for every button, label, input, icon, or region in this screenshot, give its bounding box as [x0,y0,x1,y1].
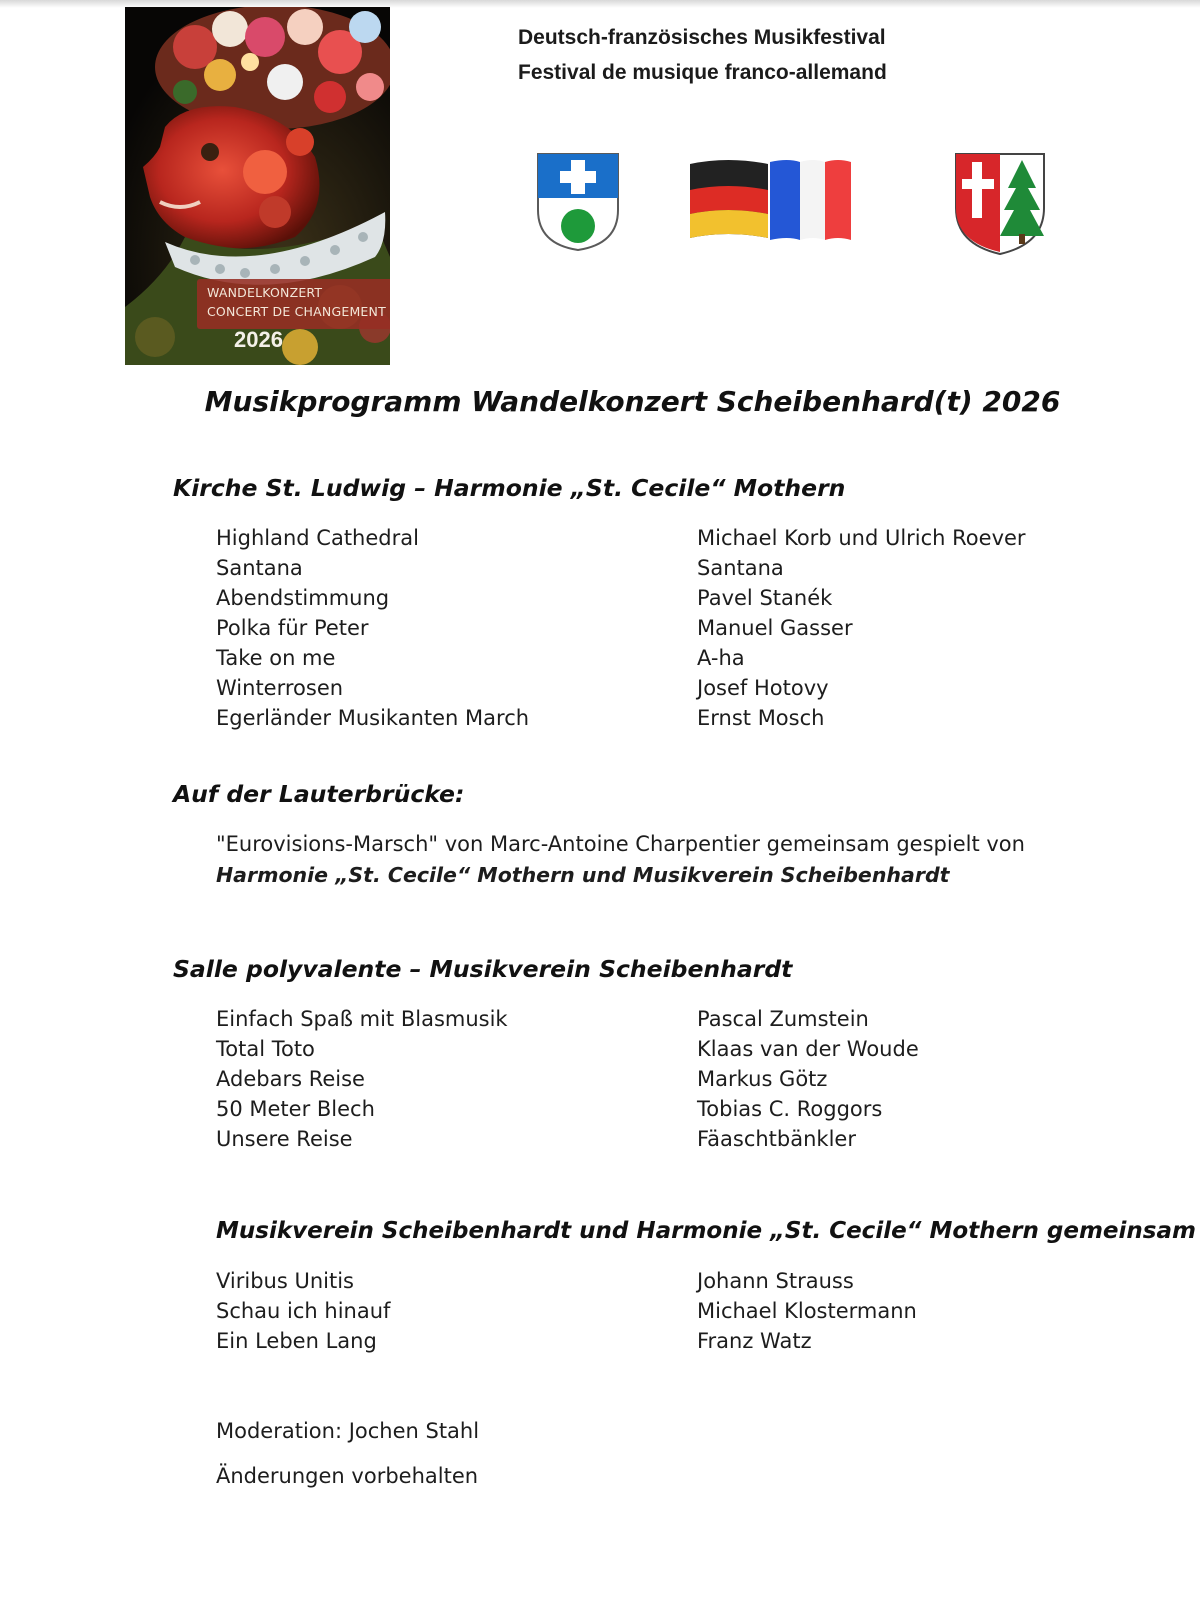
concert-poster [125,7,390,365]
piece-title: Viribus Unitis [216,1269,354,1293]
composer-name: Fäaschtbänkler [697,1127,856,1151]
piece-title: Schau ich hinauf [216,1299,391,1323]
poster-line-2: CONCERT DE CHANGEMENT [207,304,386,319]
piece-title: Unsere Reise [216,1127,353,1151]
festival-title-german: Deutsch-französisches Musikfestival [518,26,886,49]
bridge-performers: Harmonie „St. Cecile“ Mothern und Musikverein Scheibenhardt [216,863,950,887]
composer-name: Johann Strauss [697,1269,854,1293]
piece-title: Egerländer Musikanten March [216,706,530,730]
piece-title: Ein Leben Lang [216,1329,377,1353]
composer-name: Michael Klostermann [697,1299,917,1323]
poster-line-1: WANDELKONZERT [207,285,323,300]
piece-title: Santana [216,556,303,580]
moderation-note: Moderation: Jochen Stahl [216,1419,480,1443]
bridge-piece-line: "Eurovisions-Marsch" von Marc-Antoine Charpentier gemeinsam gespielt von [216,832,1025,856]
composer-name: Tobias C. Roggors [697,1097,883,1121]
piece-title: 50 Meter Blech [216,1097,375,1121]
festival-title-french: Festival de musique franco-allemand [518,61,887,84]
piece-title: Take on me [216,646,336,670]
piece-title: Highland Cathedral [216,526,419,550]
composer-name: Pascal Zumstein [697,1007,869,1031]
piece-title: Polka für Peter [216,616,369,640]
composer-name: Pavel Stanék [697,586,833,610]
poster-year: 2026 [234,327,283,352]
composer-name: Michael Korb und Ulrich Roever [697,526,1026,550]
section-heading-kirche: Kirche St. Ludwig – Harmonie „St. Cecile“ Mothern [173,474,846,502]
piece-title: Total Toto [216,1037,315,1061]
composer-name: Josef Hotovy [697,676,829,700]
composer-name: Markus Götz [697,1067,828,1091]
page-title: Musikprogramm Wandelkonzert Scheibenhard(t) 2026 [204,385,1061,418]
composer-name: Klaas van der Woude [697,1037,919,1061]
german-french-flags-icon [688,158,853,242]
composer-name: A-ha [697,646,745,670]
piece-title: Winterrosen [216,676,344,700]
composer-name: Manuel Gasser [697,616,853,640]
blue-cross-green-disc-crest-icon [536,152,620,252]
section-heading-lauterbruecke: Auf der Lauterbrücke: [173,780,465,808]
piece-title: Einfach Spaß mit Blasmusik [216,1007,508,1031]
red-cross-fir-tree-crest-icon [954,152,1046,256]
section-heading-gemeinsam: Musikverein Scheibenhardt und Harmonie „St. Cecile“ Mothern gemeinsam [216,1218,1196,1244]
changes-reserved-note: Änderungen vorbehalten [216,1464,479,1488]
section-heading-salle: Salle polyvalente – Musikverein Scheibenhardt [173,955,793,983]
piece-title: Adebars Reise [216,1067,365,1091]
piece-title: Abendstimmung [216,586,390,610]
composer-name: Ernst Mosch [697,706,825,730]
composer-name: Santana [697,556,784,580]
composer-name: Franz Watz [697,1329,812,1353]
